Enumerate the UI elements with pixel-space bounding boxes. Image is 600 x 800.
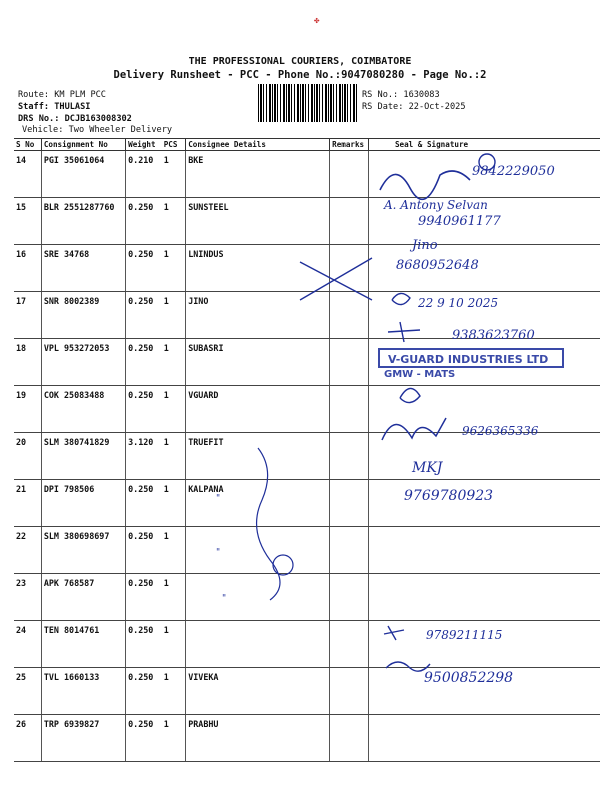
cell-consignment: DPI 798506: [41, 480, 125, 527]
cell-consignment: TEN 8014761: [41, 621, 125, 668]
bracket-brace: [257, 448, 280, 600]
cell-consignment: SLM 380698697: [41, 527, 125, 574]
rs-no-value: 1630083: [403, 90, 440, 100]
vehicle-label: Vehicle:: [22, 125, 64, 135]
staff-label: Staff:: [18, 102, 50, 112]
signature-row15-name: A. Antony Selvan: [384, 198, 488, 212]
cell-pcs: 1: [162, 151, 186, 198]
route-value: KM PLM PCC: [54, 90, 106, 100]
signature-row17-date: 22 9 10 2025: [418, 296, 499, 310]
cell-weight: 0.250: [126, 386, 162, 433]
cell-consignee: VIVEKA: [186, 668, 330, 715]
cell-weight: 0.250: [126, 480, 162, 527]
col-weight: Weight: [126, 139, 162, 151]
cell-pcs: 1: [162, 668, 186, 715]
cell-sno: 14: [14, 151, 41, 198]
cell-consignment: TRP 6939827: [41, 715, 125, 762]
signature-row14-phone: 9842229050: [472, 164, 555, 179]
brace-circle: [273, 555, 293, 575]
signature-row21-name: MKJ: [412, 460, 443, 476]
signature-row16-phone: 8680952648: [396, 258, 479, 273]
rs-no-label: RS No.:: [362, 90, 399, 100]
cell-sno: 23: [14, 574, 41, 621]
cell-weight: 0.250: [126, 668, 162, 715]
cell-consignee: KALPANA: [186, 480, 330, 527]
cell-sno: 26: [14, 715, 41, 762]
cell-consignment: BLR 2551287760: [41, 198, 125, 245]
col-pcs: PCS: [162, 139, 186, 151]
cell-pcs: 1: [162, 574, 186, 621]
signature-row16-name: Jino: [412, 238, 438, 253]
cell-consignee: JINO: [186, 292, 330, 339]
vguard-stamp: V-GUARD INDUSTRIES LTD: [378, 348, 564, 368]
cell-sno: 24: [14, 621, 41, 668]
cell-sno: 15: [14, 198, 41, 245]
signature-row21-phone: 9769780923: [404, 488, 494, 504]
cell-weight: 0.250: [126, 198, 162, 245]
signature-row18-phone: 9383623760: [452, 328, 535, 343]
route-label: Route:: [18, 90, 50, 100]
staff-value: THULASI: [54, 102, 91, 112]
cell-sno: 19: [14, 386, 41, 433]
ditto-mark: ": [216, 548, 221, 558]
cell-pcs: 1: [162, 386, 186, 433]
signature-row15-phone: 9940961177: [418, 214, 501, 229]
cell-sno: 16: [14, 245, 41, 292]
logo-mark: ✤: [314, 16, 320, 26]
cell-consignment: PGI 35061064: [41, 151, 125, 198]
cell-consignee: SUNSTEEL: [186, 198, 330, 245]
cell-consignee: TRUEFIT: [186, 433, 330, 480]
cell-pcs: 1: [162, 527, 186, 574]
cell-weight: 0.250: [126, 339, 162, 386]
ditto-mark: ": [216, 494, 221, 504]
cell-weight: 0.210: [126, 151, 162, 198]
cell-consignment: COK 25083488: [41, 386, 125, 433]
cell-pcs: 1: [162, 621, 186, 668]
stamp-second-line: GMW - MATS: [384, 369, 456, 380]
cell-consignment: TVL 1660133: [41, 668, 125, 715]
cell-sno: 21: [14, 480, 41, 527]
cell-pcs: 1: [162, 339, 186, 386]
company-title: THE PROFESSIONAL COURIERS, COIMBATORE: [188, 56, 412, 67]
signature-row19-scribble: [400, 388, 420, 402]
cell-weight: 0.250: [126, 574, 162, 621]
cell-consignment: APK 768587: [41, 574, 125, 621]
cell-weight: 0.250: [126, 715, 162, 762]
cell-weight: 0.250: [126, 245, 162, 292]
signature-row25-phone: 9789211115: [426, 628, 503, 642]
col-consignment: Consignment No: [41, 139, 125, 151]
cell-consignee: LNINDUS: [186, 245, 330, 292]
cell-consignment: SLM 380741829: [41, 433, 125, 480]
cell-consignee: VGUARD: [186, 386, 330, 433]
cell-consignment: VPL 953272053: [41, 339, 125, 386]
col-remarks: Remarks: [330, 139, 369, 151]
signature-row17-scribble: [392, 293, 410, 304]
runsheet-subtitle: Delivery Runsheet - PCC - Phone No.:9047080280 - Page No.:2: [113, 69, 487, 81]
col-signature: Seal & Signature: [368, 139, 600, 151]
signature-row26-phone: 9500852298: [424, 670, 514, 686]
cell-pcs: 1: [162, 292, 186, 339]
col-consignee: Consignee Details: [186, 139, 330, 151]
cell-weight: 0.250: [126, 621, 162, 668]
col-sno: S No: [14, 139, 41, 151]
rs-date-value: 22-Oct-2025: [408, 102, 466, 112]
cell-sno: 20: [14, 433, 41, 480]
cell-sno: 18: [14, 339, 41, 386]
cell-pcs: 1: [162, 198, 186, 245]
drs-value: DCJB163008302: [64, 114, 132, 124]
cell-pcs: 1: [162, 480, 186, 527]
drs-label: DRS No.:: [18, 114, 60, 124]
cell-pcs: 1: [162, 433, 186, 480]
rs-date-label: RS Date:: [362, 102, 404, 112]
signature-row18-scribble: [388, 322, 420, 342]
cell-sno: 22: [14, 527, 41, 574]
signature-row20-phone: 9626365336: [462, 424, 539, 438]
signature-row20-scribble: [382, 418, 446, 440]
signature-row14-scribble: [380, 171, 470, 199]
cross-mark: [300, 258, 372, 300]
cell-sno: 17: [14, 292, 41, 339]
signature-row25-scribble: [384, 626, 404, 640]
cell-consignment: SNR 8002389: [41, 292, 125, 339]
cell-pcs: 1: [162, 715, 186, 762]
cell-consignee: BKE: [186, 151, 330, 198]
vehicle-value: Two Wheeler Delivery: [68, 125, 173, 135]
cell-consignment: SRE 34768: [41, 245, 125, 292]
cell-weight: 3.120: [126, 433, 162, 480]
cell-pcs: 1: [162, 245, 186, 292]
cell-sno: 25: [14, 668, 41, 715]
cell-weight: 0.250: [126, 527, 162, 574]
ditto-mark: ": [222, 594, 227, 604]
cell-weight: 0.250: [126, 292, 162, 339]
cell-consignee: PRABHU: [186, 715, 330, 762]
cell-consignee: SUBASRI: [186, 339, 330, 386]
